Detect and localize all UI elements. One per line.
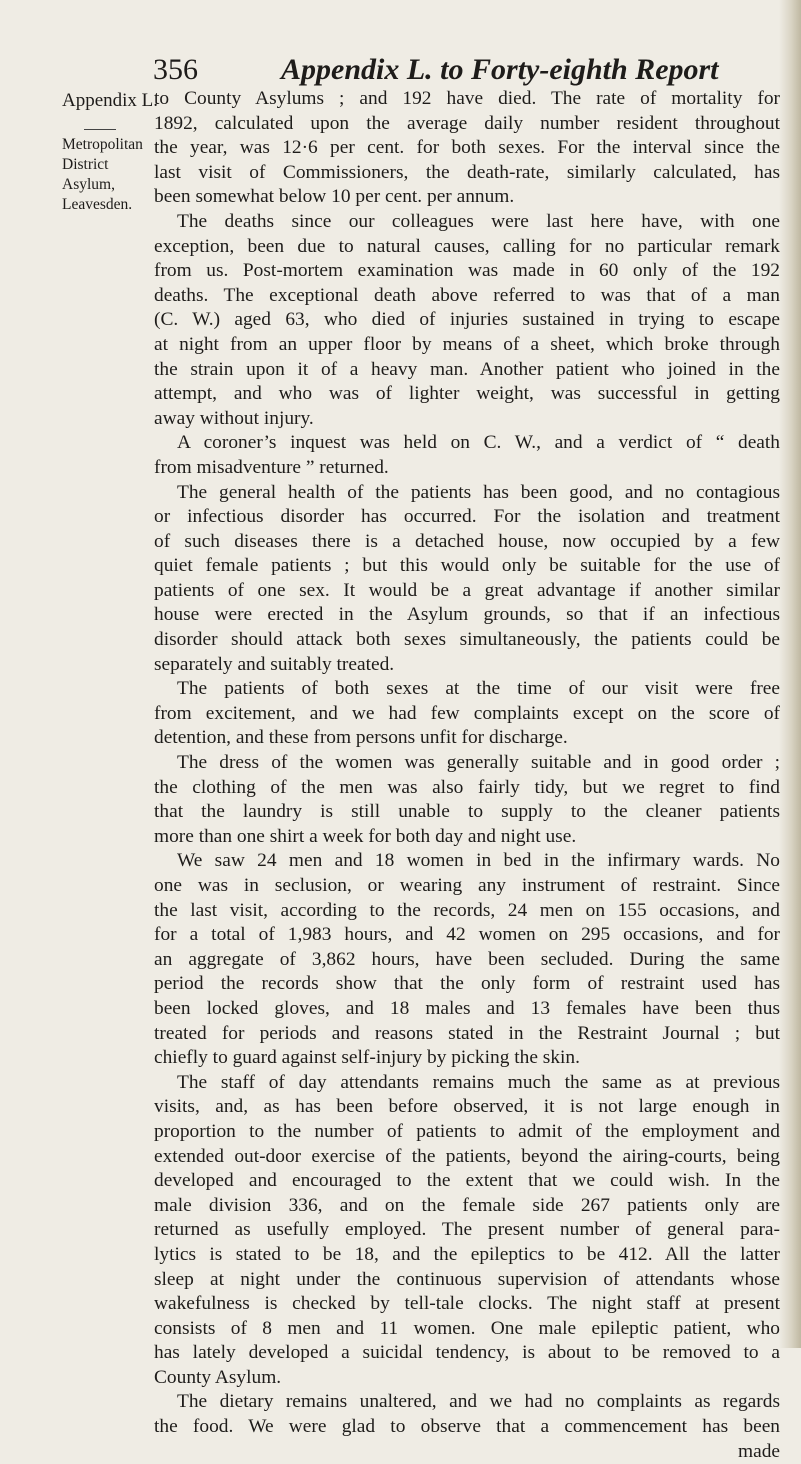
text-line: separately and suitably treated.: [154, 653, 395, 675]
text-line: consists of 8 men and 11 women. One male epileptic patient, who: [154, 1317, 780, 1339]
text-line: from excitement, and we had few complaints except on the score of: [154, 702, 780, 724]
text-line: detention, and these from persons unfit for discharge.: [154, 727, 568, 749]
margin-rule: [84, 129, 116, 130]
text-line: visits, and, as has been before observed, it is not large enough in: [154, 1096, 780, 1118]
text-line: one was in seclusion, or wearing any instrument of restraint. Since: [154, 875, 780, 896]
text-line: wakefulness is checked by tell-tale clocks. The night staff at present: [154, 1293, 780, 1315]
text-line: attempt, and who was of lighter weight, was successful in getting: [154, 383, 780, 405]
text-line: from misadventure ” returned.: [154, 456, 389, 478]
text-line: made: [738, 1440, 780, 1462]
text-line: lytics is stated to be 18, and the epileptics to be 412. All the latter: [154, 1243, 780, 1265]
text-line: extended out-door exercise of the patients, beyond the airing-courts, being: [154, 1145, 780, 1167]
text-line: at night from an upper floor by means of a sheet, which broke through: [154, 333, 780, 355]
text-line: the year, was 12·6 per cent. for both sexes. For the interval since the: [154, 137, 780, 159]
text-line: has lately developed a suicidal tendency, is about to be removed to a: [154, 1342, 780, 1364]
text-line: treated for periods and reasons stated in the Restraint Journal ; but: [154, 1022, 780, 1044]
side-note-line: Asylum,: [62, 176, 115, 193]
text-line: or infectious disorder has occurred. For the isolation and treatment: [154, 506, 780, 528]
text-line: County Asylum.: [154, 1366, 282, 1388]
text-line: The dress of the women was generally suitable and in good order ;: [177, 752, 780, 774]
text-line: We saw 24 men and 18 women in bed in the infirmary wards. No: [177, 850, 780, 872]
text-line: of such diseases there is a detached house, now occupied by a few: [154, 530, 780, 552]
running-title: Appendix L. to Forty-eighth Report: [281, 53, 719, 86]
text-line: The staff of day attendants remains much the same as at previous: [177, 1071, 780, 1093]
running-header: [153, 52, 719, 88]
text-line: sleep at night under the continuous supervision of attendants whose: [154, 1268, 780, 1290]
text-line: patients of one sex. It would be a great advantage if another similar: [154, 579, 780, 601]
text-line: quiet female patients ; but this would only be suitable for the use of: [154, 555, 780, 577]
text-line: the last visit, according to the records, 24 men on 155 occasions, and: [154, 899, 780, 921]
page-number: 356: [153, 53, 198, 86]
text-line: developed and encouraged to the extent that we could wish. In the: [154, 1170, 780, 1192]
text-line: chiefly to guard against self-injury by picking the skin.: [154, 1047, 580, 1069]
side-note-line: Leavesden.: [62, 196, 133, 213]
text-line: proportion to the number of patients to admit of the employment and: [154, 1120, 780, 1142]
text-line: period the records show that the only form of restraint used has: [154, 973, 780, 995]
text-line: male division 336, and on the female side 267 patients only are: [154, 1194, 780, 1216]
text-line: from us. Post-mortem examination was made in 60 only of the 192: [154, 260, 780, 282]
text-line: returned as usefully employed. The present number of general para-: [154, 1219, 780, 1241]
text-line: been locked gloves, and 18 males and 13 females have been thus: [154, 997, 780, 1019]
text-line: to County Asylums ; and 192 have died. The rate of mortality for: [154, 88, 780, 109]
text-line: A coroner’s inquest was held on C. W., and a verdict of “ death: [177, 432, 780, 454]
text-line: 1892, calculated upon the average daily number resident throughout: [154, 112, 780, 134]
text-line: more than one shirt a week for both day and night use.: [154, 825, 577, 847]
text-line: The general health of the patients has been good, and no contagious: [177, 481, 780, 503]
text-line: (C. W.) aged 63, who died of injuries sustained in trying to escape: [154, 309, 780, 331]
text-line: exception, been due to natural causes, calling for no particular remark: [154, 235, 780, 257]
text-line: the clothing of the men was also fairly tidy, but we regret to find: [154, 776, 780, 798]
text-line: deaths. The exceptional death above referred to was that of a man: [154, 284, 780, 306]
text-line: away without injury.: [154, 407, 314, 429]
page-edge-shadow: [779, 0, 801, 1348]
text-line: The dietary remains unaltered, and we had no complaints as regards: [177, 1391, 780, 1413]
appendix-label: Appendix L.: [62, 90, 159, 111]
text-line: for a total of 1,983 hours, and 42 women on 295 occasions, and for: [154, 924, 780, 946]
text-line: been somewhat below 10 per cent. per annum.: [154, 186, 515, 208]
side-note-line: Metropolitan: [62, 136, 143, 153]
text-line: The patients of both sexes at the time of our visit were free: [177, 678, 780, 700]
side-note-line: District: [62, 156, 109, 173]
text-line: The deaths since our colleagues were last here have, with one: [177, 210, 780, 232]
body-text: [154, 87, 780, 1464]
text-line: that the laundry is still unable to supply to the cleaner patients: [154, 801, 780, 823]
text-line: last visit of Commissioners, the death-rate, similarly calculated, has: [154, 161, 780, 183]
text-line: an aggregate of 3,862 hours, have been secluded. During the same: [154, 948, 780, 970]
text-line: the food. We were glad to observe that a commencement has been: [154, 1416, 780, 1438]
side-note: [62, 135, 152, 215]
text-line: house were erected in the Asylum grounds, so that if an infectious: [154, 604, 780, 626]
text-line: disorder should attack both sexes simultaneously, the patients could be: [154, 629, 780, 651]
text-line: the strain upon it of a heavy man. Another patient who joined in the: [154, 358, 780, 380]
